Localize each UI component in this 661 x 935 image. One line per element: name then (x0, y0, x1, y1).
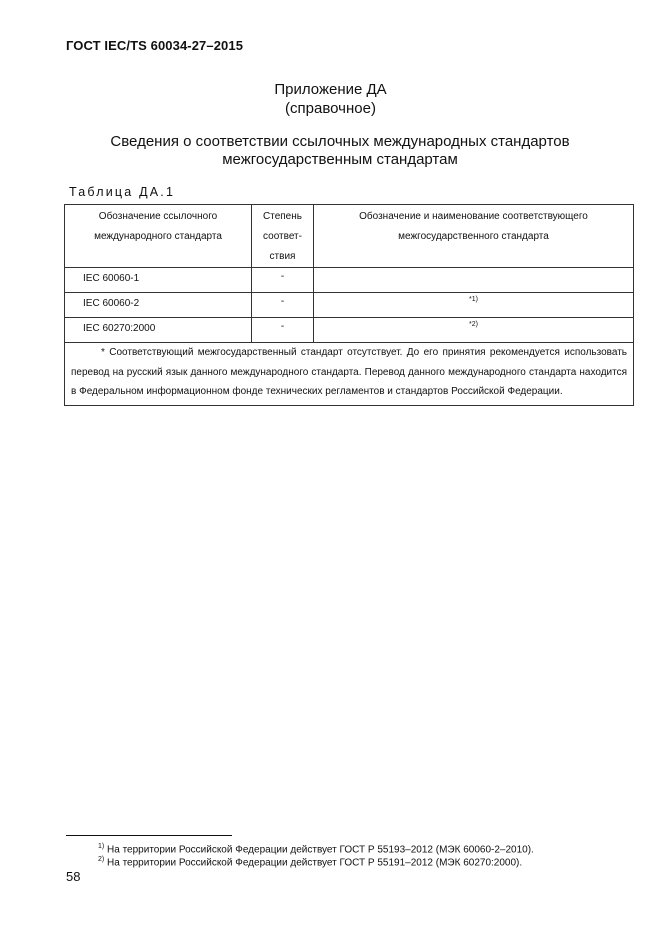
footnote-mark: 2) (98, 856, 105, 863)
footnote-text: На территории Российской Федерации действует ГОСТ Р 55191–2012 (МЭК 60270:2000). (107, 857, 523, 869)
header-col-degree: Степень соответ- ствия (252, 205, 314, 268)
table-note-row (65, 343, 634, 406)
table-note-cell (65, 343, 634, 406)
degree-cell: - (252, 268, 314, 293)
footnote-divider (66, 835, 232, 836)
section-title-line1: Сведения о соответствии ссылочных международных стандартов (110, 133, 570, 150)
interstate-cell: *1) (314, 293, 634, 318)
annex-title: Приложение ДА (274, 81, 387, 98)
footnote-mark: 1) (98, 843, 105, 850)
header-col-standard: Обозначение ссылочного международного стандарта (65, 205, 252, 268)
table-header-row (65, 205, 634, 268)
standard-cell: IEC 60060-2 (65, 293, 252, 318)
standards-table (64, 204, 634, 406)
section-heading (40, 133, 640, 169)
footnote-1 (98, 843, 534, 855)
annex-subtitle: (справочное) (285, 100, 376, 117)
table-note: * Соответствующий межгосударственный стандарт отсутствует. До его принятия рекомендуется использовать перевод на русский язык данного международного стандарта. Перевод данного международного стандарта находится в Федеральном информационном фонде технических регламентов и стандартов Российской Федерации. (71, 347, 627, 397)
section-title-line2: межгосударственным стандартам (222, 151, 458, 168)
interstate-cell: *2) (314, 318, 634, 343)
table-caption: Таблица ДА.1 (69, 185, 176, 199)
table-row (65, 318, 634, 343)
interstate-cell (314, 268, 634, 293)
footnote-2 (98, 856, 522, 868)
degree-cell: - (252, 318, 314, 343)
header-col-interstate: Обозначение и наименование соответствующего межгосударственного стандарта (314, 205, 634, 268)
document-code: ГОСТ IEC/TS 60034-27–2015 (66, 38, 244, 53)
annex-heading (0, 80, 661, 118)
page-number: 58 (66, 869, 81, 884)
standard-cell: IEC 60270:2000 (65, 318, 252, 343)
footnote-text: На территории Российской Федерации действует ГОСТ Р 55193–2012 (МЭК 60060-2–2010). (107, 844, 534, 856)
table-row (65, 293, 634, 318)
table-row (65, 268, 634, 293)
degree-cell: - (252, 293, 314, 318)
standard-cell: IEC 60060-1 (65, 268, 252, 293)
